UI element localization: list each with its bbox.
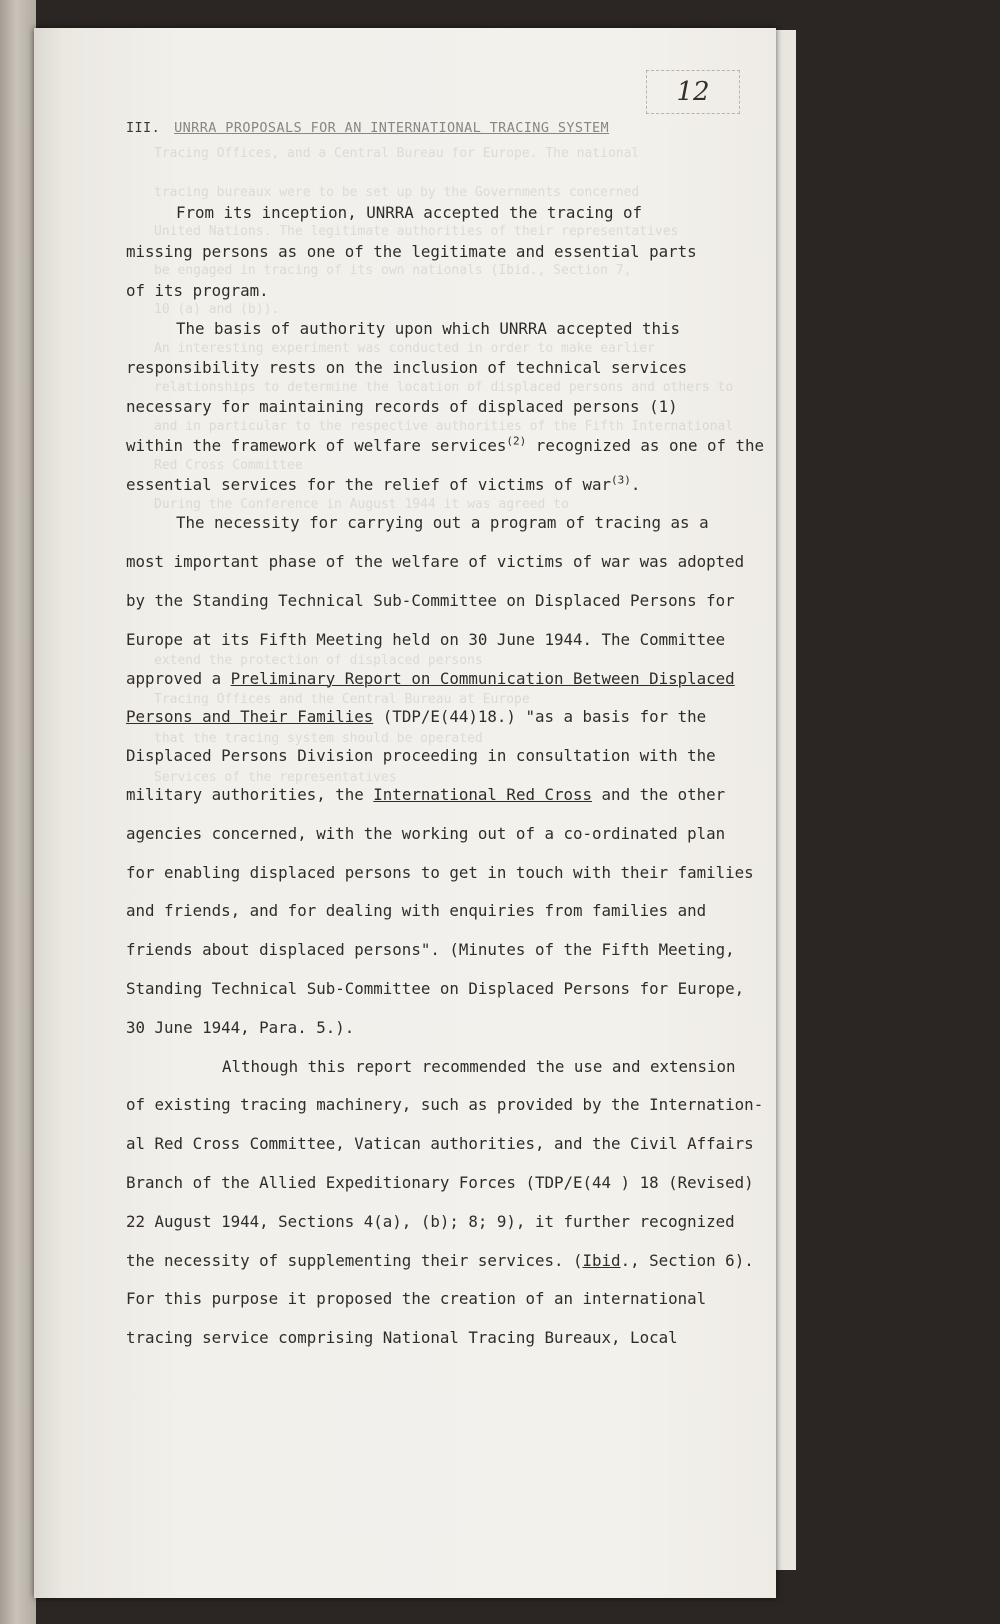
text-run: . bbox=[630, 474, 641, 494]
text-line: missing persons as one of the legitimate and essential parts bbox=[126, 241, 697, 261]
bleed-through-line: tracing bureaux were to be set up by the Governments concerned bbox=[154, 185, 640, 200]
report-title: Persons and Their Families bbox=[126, 707, 374, 727]
bleed-through-line: United Nations. The legitimate authorities of their representatives bbox=[154, 224, 679, 239]
text-line: necessary for maintaining records of displaced persons (1) bbox=[126, 396, 678, 416]
facing-page-edge bbox=[0, 0, 36, 1624]
text-run: and the other bbox=[592, 784, 726, 804]
text-line: for enabling displaced persons to get in touch with their families bbox=[126, 862, 754, 882]
text-line: of its program. bbox=[126, 280, 269, 300]
bleed-through-line: Tracing Offices, and a Central Bureau for Europe. The national bbox=[154, 146, 640, 161]
citation-ibid: Ibid bbox=[582, 1250, 621, 1270]
section-number: III. bbox=[126, 120, 161, 136]
text-line: From its inception, UNRRA accepted the tracing of bbox=[176, 203, 643, 222]
document-page bbox=[34, 28, 776, 1598]
bleed-through-line: Tracing Offices and the Central Bureau at Europe bbox=[154, 692, 530, 707]
text-line: friends about displaced persons". (Minutes of the Fifth Meeting, bbox=[126, 940, 735, 960]
text-line: tracing service comprising National Tracing Bureaux, Local bbox=[126, 1328, 678, 1348]
text-run: essential services for the relief of victims of war bbox=[126, 474, 612, 494]
organization-name: International Red Cross bbox=[373, 784, 593, 804]
text-line bbox=[126, 660, 786, 699]
bleed-through-line: During the Conference in August 1944 it was agreed to bbox=[154, 497, 569, 512]
text-line bbox=[126, 466, 786, 505]
section-heading bbox=[126, 120, 746, 136]
text-line: 22 August 1944, Sections 4(a), (b); 8; 9), it further recognized bbox=[126, 1211, 735, 1231]
text-line bbox=[126, 776, 786, 815]
text-run: (TDP/E(44)18.) "as a basis for the bbox=[373, 707, 707, 727]
text-line: For this purpose it proposed the creation of an international bbox=[126, 1289, 707, 1309]
text-line: Branch of the Allied Expeditionary Forces (TDP/E(44 ) 18 (Revised) bbox=[126, 1172, 754, 1192]
text-line: agencies concerned, with the working out of a co-ordinated plan bbox=[126, 823, 726, 843]
text-line: The necessity for carrying out a program of tracing as a bbox=[176, 513, 709, 533]
text-line: Europe at its Fifth Meeting held on 30 June 1944. The Committee bbox=[126, 629, 726, 649]
bleed-through-line: Red Cross Committee bbox=[154, 458, 303, 473]
body-text bbox=[126, 194, 786, 1358]
text-run: approved a bbox=[126, 668, 231, 688]
text-line: responsibility rests on the inclusion of technical services bbox=[126, 358, 688, 378]
text-run: recognized as one of the bbox=[526, 435, 765, 455]
bleed-through-line: and in particular to the respective authorities of the Fifth International bbox=[154, 419, 734, 434]
text-line bbox=[126, 1242, 786, 1281]
text-run: military authorities, the bbox=[126, 784, 374, 804]
text-run: within the framework of welfare services bbox=[126, 435, 507, 455]
bleed-through-line: that the tracing system should be operated bbox=[154, 731, 483, 746]
section-title: UNRRA PROPOSALS FOR AN INTERNATIONAL TRACING SYSTEM bbox=[174, 120, 610, 136]
text-line: Although this report recommended the use and extension bbox=[222, 1056, 736, 1076]
text-run: ., Section 6). bbox=[620, 1250, 754, 1270]
text-line: by the Standing Technical Sub-Committee on Displaced Persons for bbox=[126, 590, 735, 610]
text-line: Displaced Persons Division proceeding in consultation with the bbox=[126, 746, 716, 766]
text-line: most important phase of the welfare of victims of war was adopted bbox=[126, 552, 745, 572]
bleed-through-line: An interesting experiment was conducted in order to make earlier bbox=[154, 341, 655, 356]
text-line: The basis of authority upon which UNRRA accepted this bbox=[176, 319, 681, 339]
bleed-through-line: 10 (a) and (b)). bbox=[154, 302, 280, 317]
report-title: Preliminary Report on Communication Between Displaced bbox=[230, 668, 735, 688]
bleed-through-line: Services of the representatives bbox=[154, 770, 397, 785]
text-line bbox=[126, 427, 786, 466]
bleed-through-line: extend the protection of displaced persons bbox=[154, 653, 483, 668]
text-run: the necessity of supplementing their services. ( bbox=[126, 1250, 583, 1270]
text-line: Standing Technical Sub-Committee on Displaced Persons for Europe, bbox=[126, 978, 745, 998]
page-number: 12 bbox=[646, 70, 740, 114]
bleed-through-line: be engaged in tracing of its own nationals (Ibid., Section 7, bbox=[154, 263, 632, 278]
bleed-through-line: relationships to determine the location of displaced persons and others to bbox=[154, 380, 734, 395]
text-line: of existing tracing machinery, such as provided by the Internation- bbox=[126, 1095, 764, 1115]
footnote-ref: (2) bbox=[506, 434, 527, 448]
text-line: al Red Cross Committee, Vatican authorities, and the Civil Affairs bbox=[126, 1134, 754, 1154]
text-line: 30 June 1944, Para. 5.). bbox=[126, 1017, 355, 1037]
footnote-ref: (3) bbox=[611, 473, 631, 487]
text-line bbox=[126, 698, 786, 737]
text-line: and friends, and for dealing with enquiries from families and bbox=[126, 901, 707, 921]
